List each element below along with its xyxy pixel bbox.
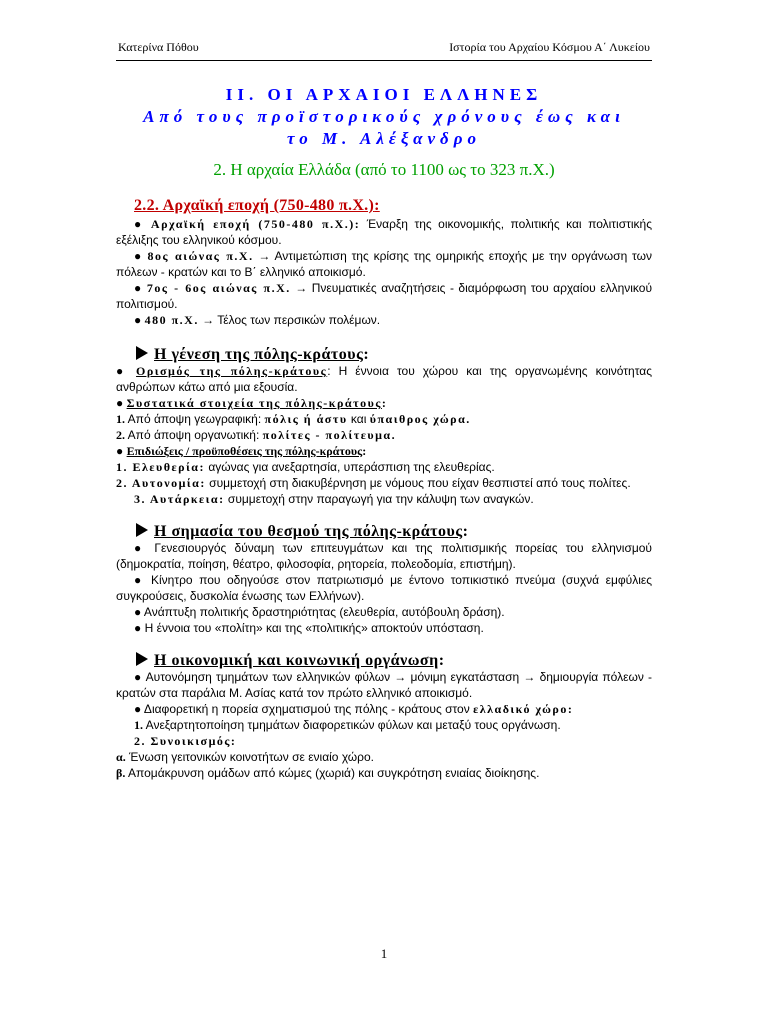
goals-label: Επιδιώξεις / προϋποθέσεις της πόλης-κράτους <box>126 444 363 458</box>
goals-colon: : <box>362 444 367 458</box>
item-label: Αρχαϊκή εποχή (750-480 π.Χ.): <box>150 217 361 231</box>
item-label: 7ος - 6ος αιώνας π.Χ. <box>146 281 291 295</box>
bullet-icon: ● <box>116 396 124 410</box>
element-1 <box>116 411 652 427</box>
item-text: Ανάπτυξη πολιτικής δραστηριότητας (ελευθερία, αυτόβουλη δράση). <box>143 605 505 619</box>
elements-label: Συστατικά στοιχεία της πόλης-κράτους <box>126 396 382 410</box>
chapter-title <box>116 84 652 150</box>
list-item <box>116 669 652 701</box>
list-item <box>116 280 652 312</box>
item-text: Η έννοια του «πολίτη» και της «πολιτικής» αποκτούν υπόσταση. <box>144 621 484 635</box>
element-1-bold2: ύπαιθρος χώρα. <box>369 412 471 426</box>
definition-text: : Η έννοια του χώρου και της οργανωμένης κοινότητας ανθρώπων κάτω από μια εξουσία. <box>116 364 652 394</box>
section-heading-colon: : <box>438 652 445 669</box>
sub-item-b-text: Απομάκρυνση ομάδων από κώμες (χωριά) και συγκρότηση ενιαίας διοίκησης. <box>125 766 540 780</box>
sub-item-a-text: Ένωση γειτονικών κοινοτήτων σε ενιαίο χώρο. <box>125 750 374 764</box>
item-label: 8ος αιώνας π.Χ. <box>147 249 254 263</box>
sub-item-b-label: β. <box>116 766 126 780</box>
list-item <box>116 604 652 620</box>
goal-1-text: αγώνας για ανεξαρτησία, υπεράσπιση της ελευθερίας. <box>204 460 495 474</box>
section-heading-colon: : <box>462 523 468 540</box>
item-text: → Πνευματικές αναζητήσεις - διαμόρφωση του αρχαίου ελληνικού πολιτισμού. <box>116 281 653 311</box>
header-author: Κατερίνα Πόθου <box>118 40 199 54</box>
bullet-icon: ● <box>134 605 142 619</box>
list-item <box>116 540 652 572</box>
list-item <box>116 312 652 328</box>
goal-2-label: 2. Αυτονομία: <box>116 476 206 490</box>
item-text: Αυτονόμηση τμημάτων των ελληνικών φύλων → μόνιμη εγκατάσταση → δημιουργία πόλεων - κρατών στα παράλια Μ. Ασίας κατά τον πρώτο ελληνικό αποικισμό. <box>116 670 653 700</box>
sub-item-1 <box>116 717 652 733</box>
chapter-title-line3: το Μ. Αλέξανδρο <box>286 129 482 148</box>
triangle-right-icon <box>136 523 148 537</box>
goal-3-label: 3. Αυτάρκεια: <box>134 492 225 506</box>
definition-paragraph <box>116 363 652 395</box>
sub-item-a <box>116 749 652 765</box>
bullet-icon: ● <box>134 281 143 295</box>
triangle-right-icon <box>136 652 148 666</box>
section-city-state-genesis-heading <box>116 346 652 363</box>
element-1-mid: και <box>347 412 370 426</box>
goal-2 <box>116 475 652 491</box>
chapter-title-line1: ΙΙ. ΟΙ ΑΡΧΑΙΟΙ ΕΛΛΗΝΕΣ <box>225 85 543 104</box>
item-text: Γενεσιουργός δύναμη των επιτευγμάτων και της πολιτισμικής πορείας του ελληνισμού (δημοκρατία, ποίηση, θέατρο, φιλοσοφία, ρητορεία, πολεοδομία, επιστήμη). <box>116 541 652 571</box>
goal-2-text: συμμετοχή στη διακυβέρνηση με νόμους που είχαν θεσπιστεί από τους πολίτες. <box>205 476 631 490</box>
bullet-icon: ● <box>134 621 142 635</box>
bullet-icon: ● <box>134 541 147 555</box>
bullet-icon: ● <box>134 702 142 716</box>
sub-item-1-num: 1. <box>134 718 143 732</box>
list-item <box>116 216 652 248</box>
goal-3 <box>116 491 652 507</box>
item-label: 480 π.Χ. <box>144 313 199 327</box>
chapter-subtitle: 2. Η αρχαία Ελλάδα (από το 1100 ως το 323 π.Χ.) <box>213 160 555 179</box>
list-item <box>116 701 652 717</box>
element-2 <box>116 427 652 443</box>
bullet-icon: ● <box>116 364 128 378</box>
bullet-icon: ● <box>134 249 143 263</box>
triangle-right-icon <box>136 346 148 360</box>
section-economic-social-heading <box>116 652 652 669</box>
elements-heading <box>116 395 652 411</box>
item-text: Κίνητρο που οδηγούσε στον πατριωτισμό με έντονο τοπικιστικό πνεύμα (συχνά εμφύλιες συγκρούσεις, δυσκολία ένωσης των Ελλήνων). <box>116 573 653 603</box>
bullet-icon: ● <box>134 313 142 327</box>
section-institution-significance-heading <box>116 523 652 540</box>
bullet-icon: ● <box>134 670 143 684</box>
list-item <box>116 572 652 604</box>
list-item <box>116 248 652 280</box>
element-2-text: Από άποψη οργανωτική: <box>125 428 263 442</box>
element-2-bold: πολίτες - πολίτευμα. <box>262 428 397 442</box>
section-heading-text: Η οικονομική και κοινωνική οργάνωση <box>154 652 439 669</box>
bullet-icon: ● <box>134 217 145 231</box>
bullet-icon: ● <box>134 573 145 587</box>
bullet-icon: ● <box>116 444 124 458</box>
header-course: Ιστορία του Αρχαίου Κόσμου Α΄ Λυκείου <box>449 40 650 54</box>
element-1-bold: πόλις ή άστυ <box>264 412 348 426</box>
element-1-text: Από άποψη γεωγραφική: <box>125 412 265 426</box>
sub-item-1-text: Ανεξαρτητοποίηση τμημάτων διαφορετικών φύλων και μεταξύ τους οργάνωση. <box>143 718 561 732</box>
section-heading-colon: : <box>363 346 369 363</box>
element-1-num: 1. <box>116 412 125 426</box>
main-content <box>116 198 652 781</box>
item-bold: ελλαδικό χώρο: <box>473 702 574 716</box>
sub-item-b <box>116 765 652 781</box>
definition-label: Ορισμός της πόλης-κράτους <box>136 364 328 378</box>
sub-item-2-label: 2. Συνοικισμός: <box>134 734 237 748</box>
elements-colon: : <box>381 396 386 410</box>
item-text: → Τέλος των περσικών πολέμων. <box>198 313 381 327</box>
element-2-num: 2. <box>116 428 125 442</box>
goal-1 <box>116 459 652 475</box>
section-archaic-heading-text: 2.2. Αρχαϊκή εποχή (750-480 π.Χ.) <box>134 197 375 214</box>
section-heading-text: Η γένεση της πόλης-κράτους <box>154 346 364 363</box>
section-archaic-heading-colon: : <box>374 197 380 214</box>
item-text: Έναρξη της οικονομικής, πολιτικής και πολιτιστικής εξέλιξης του ελληνικού κόσμου. <box>116 217 652 247</box>
list-item <box>116 620 652 636</box>
item-text: Διαφορετική η πορεία σχηματισμού της πόλης - κράτους στον <box>143 702 474 716</box>
goal-3-text: συμμετοχή στην παραγωγή για την κάλυψη των αναγκών. <box>224 492 534 506</box>
sub-item-2 <box>116 733 652 749</box>
section-heading-text: Η σημασία του θεσμού της πόλης-κράτους <box>154 523 463 540</box>
sub-item-a-label: α. <box>116 750 126 764</box>
page-number: 1 <box>380 946 388 961</box>
chapter-title-line2: Από τους προϊστορικούς χρόνους έως και <box>143 107 625 126</box>
header-divider <box>116 60 652 61</box>
section-archaic-heading <box>134 198 652 214</box>
goal-1-label: 1. Ελευθερία: <box>116 460 205 474</box>
item-text: → Αντιμετώπιση της κρίσης της ομηρικής εποχής με την οργάνωση των πόλεων - κρατών και το Β΄ ελληνικό αποικισμό. <box>116 249 652 279</box>
goals-heading <box>116 443 652 459</box>
